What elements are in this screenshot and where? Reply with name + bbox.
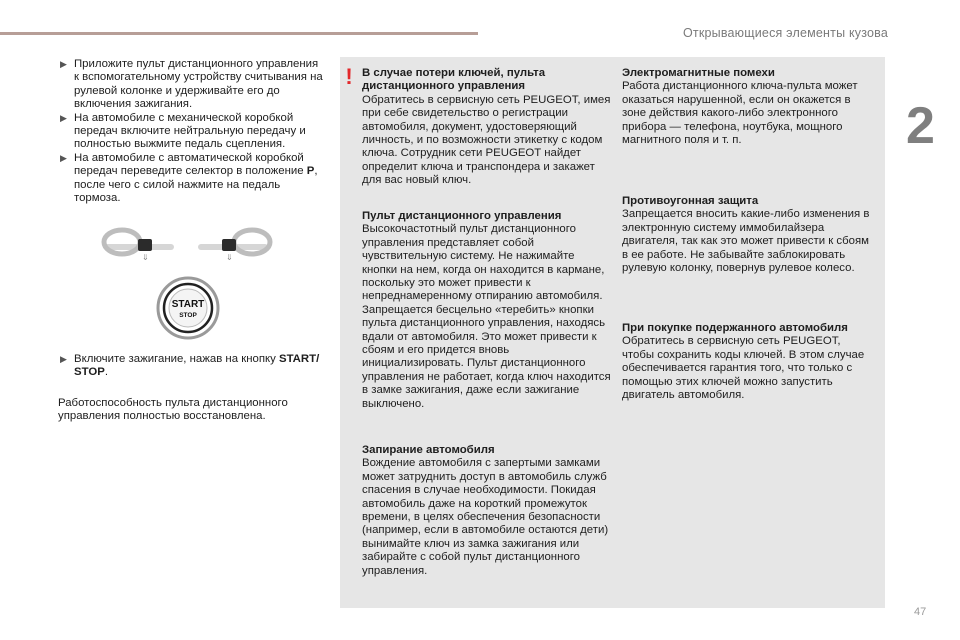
list-item bbox=[58, 112, 326, 152]
block-title: Запирание автомобиля bbox=[362, 444, 495, 456]
bullet-text: Приложите пульт дистанционного управления к вспомогательному устройству считывания на рулевой колонке и удерживайте его до включения зажигания. bbox=[74, 58, 323, 111]
restored-paragraph: Работоспособность пульта дистанционного управления полностью восстановлена. bbox=[58, 397, 288, 423]
block-title: Электромагнитные помехи bbox=[622, 67, 775, 79]
bullet-text: На автомобиле с механической коробкой передач включите нейтральную передачу и полностью выжмите педаль сцепления. bbox=[74, 111, 306, 151]
list-item bbox=[58, 152, 326, 206]
chapter-number: 2 bbox=[906, 97, 935, 155]
bullet-text: На автомобиле с автоматической коробкой передач переведите селектор в положение bbox=[74, 151, 307, 178]
block-text: Работа дистанционного ключа-пульта может оказаться нарушенной, если он окажется в зоне действия какого-либо электронного прибора — телефона, ноутбука, мощного магнитного поля и т. п. bbox=[622, 80, 858, 147]
bullet-text-end: , после чего с силой нажмите на педаль тормоза. bbox=[74, 165, 318, 205]
svg-text:⇓: ⇓ bbox=[226, 253, 233, 262]
block-title: Противоугонная защита bbox=[622, 195, 759, 207]
bullet-icon: ▶ bbox=[60, 112, 67, 123]
block-text: Обратитесь в сервисную сеть PEUGEOT, чтобы сохранить коды ключей. В этом случае обеспечивается гарантия того, что только с помощью этих ключей можно запустить двигатель автомобиля. bbox=[622, 335, 865, 402]
info-block-anti-theft bbox=[622, 195, 872, 275]
block-text: Высокочастотный пульт дистанционного управления представляет собой чувствительную систему. Не нажимайте кнопки на нем, когда он находится в кармане, поскольку это может привести к непреднамеренному отпиранию автомобиля. Запрещается бесцельно «теребить» кнопки пульта дистанционного управления, находясь вдали от автомобиля. Это может привести к сбоям и его придется вновь инициализировать. Пульт дистанционного управления не работает, когда ключ находится в замке зажигания, даже если зажигание выключено. bbox=[362, 223, 611, 410]
block-title: При покупке подержанного автомобиля bbox=[622, 322, 848, 334]
info-block-used-car bbox=[622, 322, 872, 402]
block-title: В случае потери ключей, пульта дистанционного управления bbox=[362, 67, 546, 93]
warning-icon: ! bbox=[345, 64, 353, 89]
bullet-icon: ▶ bbox=[60, 152, 67, 163]
block-title: Пульт дистанционного управления bbox=[362, 210, 562, 222]
list-item bbox=[58, 353, 326, 380]
section-title: Открывающиеся элементы кузова bbox=[682, 26, 888, 40]
list-item bbox=[58, 58, 326, 112]
steering-wheel-right-icon bbox=[198, 230, 270, 262]
left-column bbox=[58, 58, 326, 205]
bullet-icon: ▶ bbox=[60, 59, 67, 69]
start-stop-text: START/ STOP bbox=[74, 353, 320, 379]
bullet-icon: ▶ bbox=[60, 354, 67, 364]
info-block-lost-keys bbox=[362, 67, 612, 188]
info-block-interference bbox=[622, 67, 872, 147]
page-number: 47 bbox=[914, 606, 927, 618]
bullet-text-end: . bbox=[104, 366, 108, 379]
block-text: Запрещается вносить какие-либо изменения в электронную систему иммобилайзера двигателя, так как это может привести к сбоям в ее работе. Не забывайте заблокировать рулевую колонку, повернув рулевое колесо. bbox=[622, 208, 870, 275]
block-text: Вождение автомобиля с запертыми замками может затруднить доступ в автомобиль служб спасения в случае необходимости. Покидая автомобиль даже на короткий промежуток времени, в целях обеспечения безопасности (например, если в автомобиле остаются дети) вынимайте ключ из замка зажигания или забирайте с собой пульт дистанционного управления. bbox=[362, 457, 609, 577]
start-stop-button-icon bbox=[158, 278, 218, 338]
info-block-remote bbox=[362, 210, 612, 411]
gear-position-p: P bbox=[306, 165, 315, 178]
steering-wheel-left-icon bbox=[104, 230, 174, 262]
bullet-text: Включите зажигание, нажав на кнопку bbox=[74, 353, 279, 365]
info-block-locking bbox=[362, 444, 612, 578]
start-label: START bbox=[171, 299, 205, 310]
ignition-illustration bbox=[100, 222, 280, 342]
svg-text:⇓: ⇓ bbox=[142, 253, 149, 262]
stop-label: STOP bbox=[179, 312, 197, 319]
header-accent-bar bbox=[0, 32, 478, 35]
block-text: Обратитесь в сервисную сеть PEUGEOT, имея при себе свидетельство о регистрации автомобиля, документ, удостоверяющий личность, и по возможности этикетку с кодом ключа. Сотрудник сети PEUGEOT найдет определит ключа и транспондера и закажет для вас новый ключ. bbox=[362, 93, 611, 187]
